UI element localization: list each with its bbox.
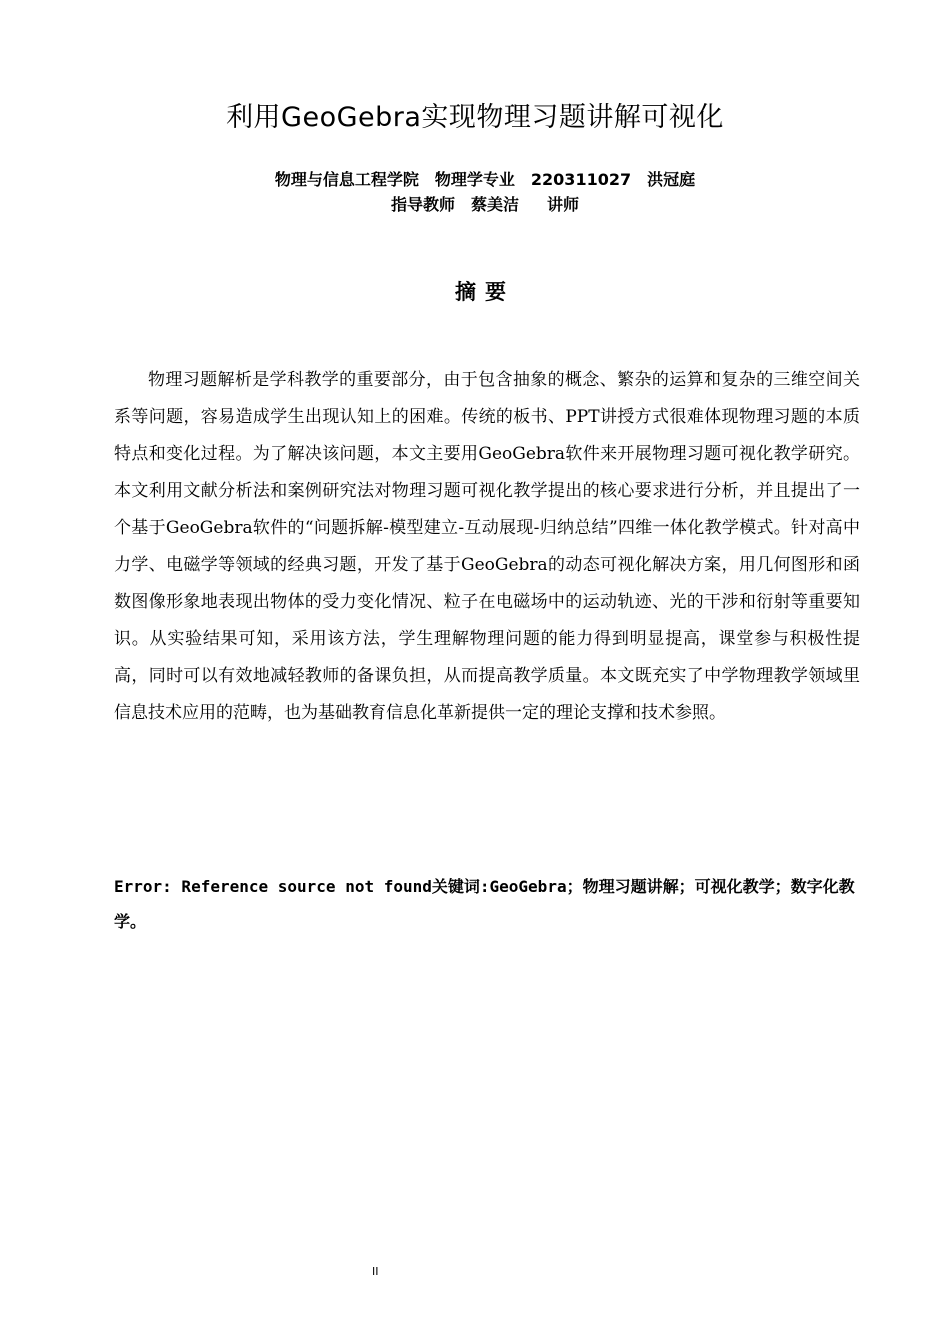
author-info-line: [0, 168, 950, 192]
paper-title: 利用GeoGebra实现物理习题讲解可视化: [226, 102, 724, 133]
abstract-body: 物理习题解析是学科教学的重要部分，由于包含抽象的概念、繁杂的运算和复杂的三维空间关系等问题，容易造成学生出现认知上的困难。传统的板书、PPT讲授方式很难体现物理习题的本质特点和变化过程。为了解决该问题，本文主要用GeoGebra软件来开展物理习题可视化教学研究。本文利用文献分析法和案例研究法对物理习题可视化教学提出的核心要求进行分析，并且提出了一个基于GeoGebra软件的“问题拆解-模型建立-互动展现-归纳总结”四维一体化教学模式。针对高中力学、电磁学等领域的经典习题，开发了基于GeoGebra的动态可视化解决方案，用几何图形和函数图像形象地表现出物体的受力变化情况、粒子在电磁场中的运动轨迹、光的干涉和衍射等重要知识。从实验结果可知，采用该方法，学生理解物理问题的能力得到明显提高，课堂参与积极性提高，同时可以有效地减轻教师的备课负担，从而提高教学质量。本文既充实了中学物理教学领域里信息技术应用的范畴，也为基础教育信息化革新提供一定的理论支撑和技术参照。: [114, 370, 860, 723]
student-id: 220311027: [530, 170, 632, 189]
keywords-line: Error: Reference source not found关键词:GeoGebra；物理习题讲解；可视化教学；数字化教学。: [114, 877, 855, 931]
major-name: 物理学专业: [434, 170, 515, 189]
student-name: 洪冠庭: [647, 170, 696, 189]
advisor-name: 蔡美洁: [470, 195, 519, 214]
advisor-role: 指导教师: [390, 195, 455, 214]
advisor-title: 讲师: [547, 195, 580, 214]
advisor-info-line: [0, 193, 950, 217]
school-name: 物理与信息工程学院: [274, 170, 419, 189]
page-number: II: [372, 1265, 379, 1278]
abstract-heading: 摘要: [455, 280, 515, 304]
